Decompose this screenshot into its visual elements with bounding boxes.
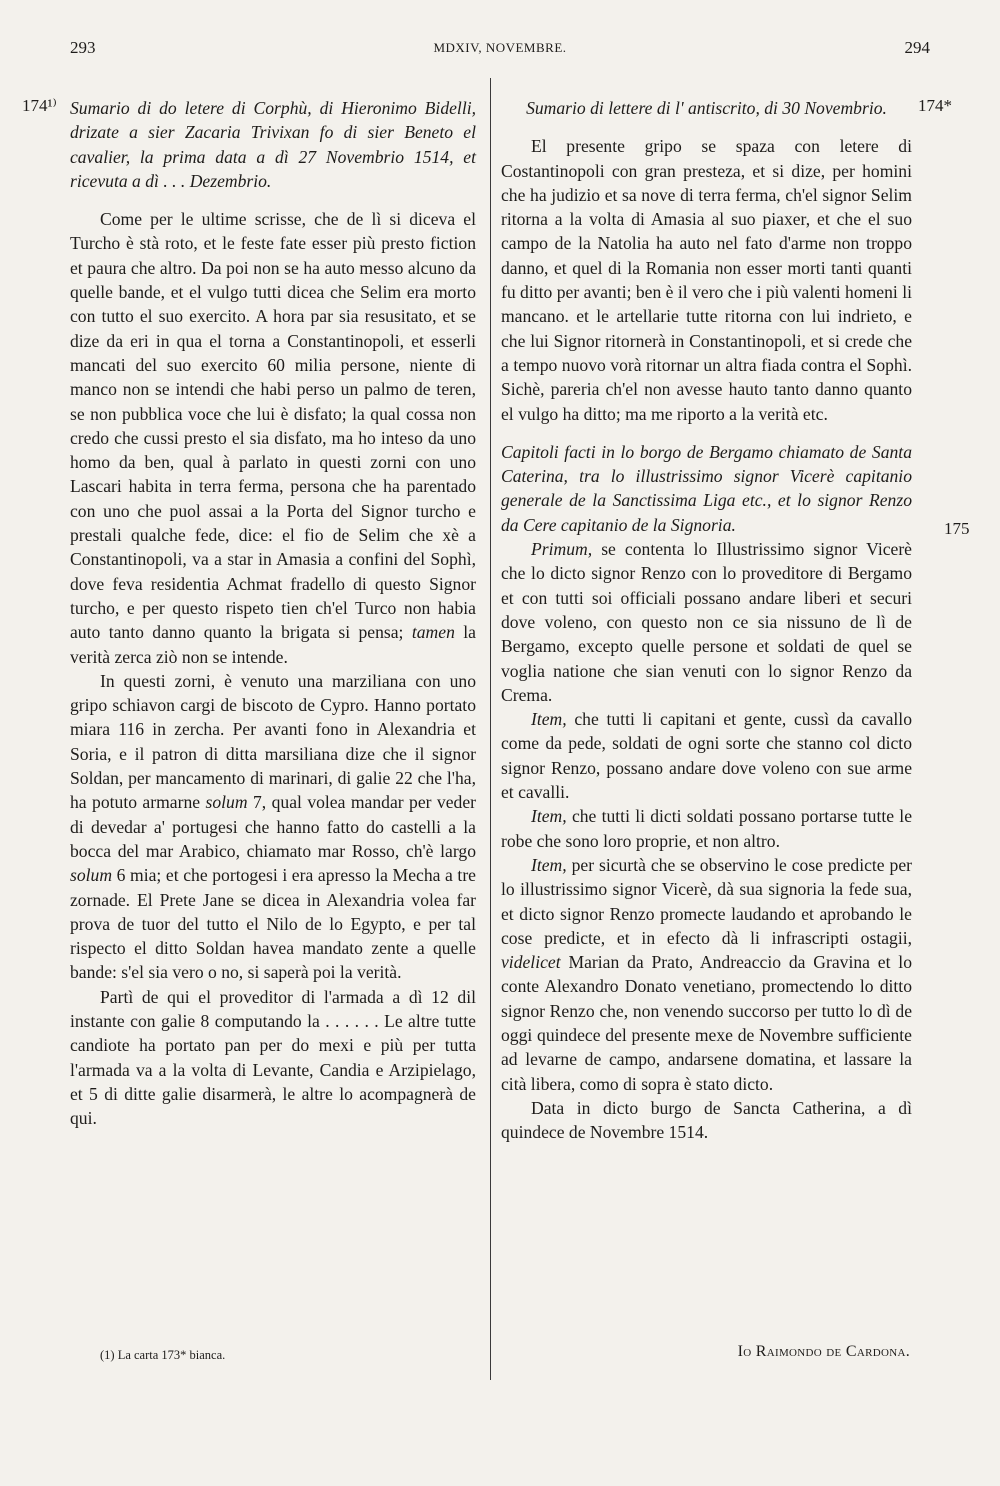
signature: Io Raimondo de Cardona. bbox=[737, 1343, 910, 1360]
paragraph: El presente gripo se spaza con letere di Costantinopoli con gran presteza, et si dize, per homini che ha judizio et sa nove di terra ferma, ch'el signor Selim ritorna a la volta di Amasia al suo piaxer, et che el suo campo de la Natolia ha auto nel fato d'arme non troppo danno, et quel di la Romania non esser morti tanti quanti fu ditto per avanti; ben è il vero che i più valenti homeni li mancano. et le artellarie tutte ritorna con lui indrieto, e che lui Signor ritornerà in Constantinopoli, et si crede che a tempo nuovo vorà ritornar un altra fiada contra el Sophì. Sichè, pareria ch'el non avesse hauto tanto danno quanto el vulgo ha ditto; ma me riporto a la verità etc. bbox=[501, 136, 912, 424]
chapter-clause: Primum, se contenta lo Illustrissimo signor Vicerè che lo dicto signor Renzo con lo proveditore di Bergamo et con tutti soi officiali possano andare liberi et securi dove voleno, con questo non ce sia nissuno de lì de Bergamo, excepto quelle persone et soldati de quel se voglia natione che sian venuti con lo signor Renzo da Crema. bbox=[501, 539, 912, 705]
left-page-number: 293 bbox=[70, 38, 96, 57]
right-page-number: 294 bbox=[904, 38, 930, 57]
footnote: (1) La carta 173* bianca. bbox=[100, 1348, 226, 1362]
paragraph: In questi zorni, è venuto una marziliana con uno gripo schiavon cargi de biscoto de Cypro. Hanno portato miara 116 in zercha. Per avanti fono in Alexandria et Soria, e il patron di ditta marsiliana dize che il signor Soldan, per mancamento di marinari, di galie 22 che l'ha, ha potuto armarne solum 7, qual volea mandar per veder di devedar a' portugesi che hanno fatto do castelli a la bocca del mar Arabico, chiamato mar Rosso, ch'è largo solum 6 mia; et che portogesi i era apresso la Mecha a tre zornade. El Prete Jane se dicea in Alexandria volea far prova de tuor del tutto el Nilo de lo Egypto, e per tal rispecto el ditto Soldan havea mandato zente a quelle bande: s'el sia vero o no, si saperà poi la verità. bbox=[70, 670, 477, 983]
paragraph: Partì de qui el proveditor di l'armada a dì 12 dil instante con galie 8 computando la . . . . . . Le altre tutte candiote ha portato pan per do mexi e più per tutta l'armada va a la volta di Levante, Candia e Arzipielago, et 5 di ditte galie disarmerà, le altre lo acompagnerà de qui. bbox=[70, 986, 476, 1129]
margin-number-175: 175 bbox=[944, 519, 970, 538]
chapter-clause: Item, che tutti li capitani et gente, cussì da cavallo come da pede, soldati de ogni sorte che stanno col dicto signor Renzo, possano andare dove voleno con sue arme et cavalli. bbox=[501, 709, 912, 803]
margin-number-174-star: 174* bbox=[918, 96, 952, 115]
section-title: Sumario di lettere di l' antiscrito, di 30 Novembrio. bbox=[526, 98, 887, 118]
running-head bbox=[0, 38, 1000, 62]
left-column bbox=[70, 96, 476, 1130]
chapter-clause: Item, che tutti li dicti soldati possano portarse tutte le robe che sono loro proprie, et non altro. bbox=[501, 806, 913, 851]
date-line: Data in dicto burgo de Sancta Catherina, a dì quindece de Novembre 1514. bbox=[501, 1097, 912, 1143]
section-title: Sumario di do letere di Corphù, di Hieronimo Bidelli, drizate a sier Zacaria Trivixan fo di sier Beneto el cavalier, la prima data a dì 27 Novembrio 1514, et ricevuta a dì . . . Dezembrio. bbox=[70, 98, 476, 191]
running-title: MDXIV, NOVEMBRE. bbox=[433, 40, 567, 55]
section-title: Capitoli facti in lo borgo de Bergamo chiamato de Santa Caterina, tra lo illustrissimo signor Vicerè capitanio generale de la Sanctissima Liga etc., et lo signor Renzo da Cere capitanio de la Signoria. bbox=[501, 441, 912, 535]
column-divider bbox=[490, 78, 491, 1380]
right-column bbox=[501, 96, 912, 1144]
chapter-clause: Item, per sicurtà che se observino le cose predicte per lo illustrissimo signor Vicerè, dà sua signoria la fede sua, et dicto signor Renzo promecte laudando et aprobando le cose predicte, et in efecto dà li infrascripti ostagii, videlicet Marian da Prato, Andreaccio da Gravina et lo conte Alexandro Donato venetiano, promectendo lo ditto signor Renzo che, non venendo succorso per tutto lo dì de oggi quindece del presente mexe de Novembre sufficiente ad levarne de campo, andarsene domatina, et lassare la cità libera, como di sopra è stato dicto. bbox=[501, 854, 912, 1094]
paragraph: Come per le ultime scrisse, che de lì si diceva el Turcho è stà roto, et le feste fate esser più presto fiction et paura che altro. Da poi non se ha auto messo alcuno da quelle bande, et el vulgo tutti dicea che Selim era morto con tutto el suo exercito. A hora par sia resusitato, et se dize da eri in qua el torna a Constantinopoli, et esserli mancati del suo exercito 60 milia persone, niente di manco non se intendi che habi perso un palmo de teren, se non pubblica voce che lui è disfato; la qual cossa non credo che cussi presto el sia disfato, ma ho inteso da uno homo da ben, qual à parlato in questi zorni con uno Lascari habita in terra ferma, persona che ha parentado con uno che puol assai a la Porta del Signor turcho e prestali qualche fede, dice: el fio de Selim che xè a Constantinopoli, va a star in Amasia a confini del Sophì, dove feva residentia Achmat fradello di questo Signor turcho, e per questo rispeto tien ch'el Turco non habia auto tanto danno quanto la brigata si pensa; tamen la verità zerca ziò non se intende. bbox=[70, 209, 476, 667]
margin-number-174: 174¹⁾ bbox=[22, 96, 57, 115]
